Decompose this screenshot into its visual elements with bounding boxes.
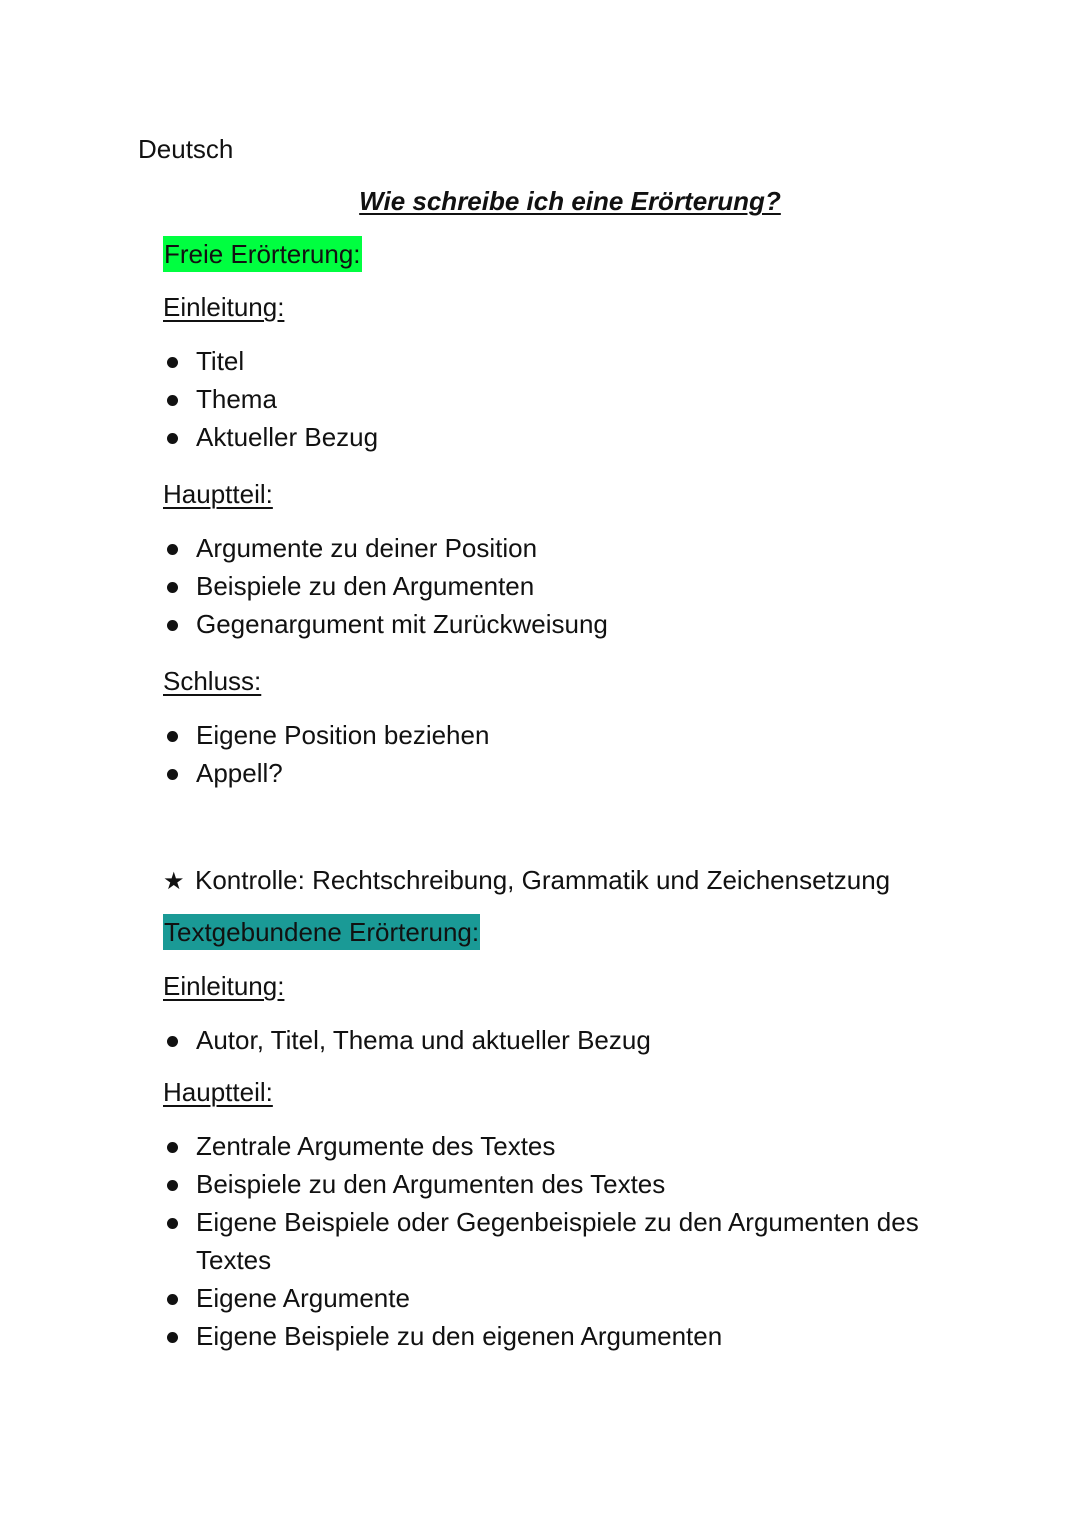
list-item: Beispiele zu den Argumenten <box>163 567 1003 605</box>
subject-label: Deutsch <box>138 134 234 164</box>
bullet-icon <box>167 1036 178 1047</box>
list-item: Titel <box>163 342 1003 380</box>
list-item: Beispiele zu den Argumenten des Textes <box>163 1165 1003 1203</box>
bullet-icon <box>167 769 178 780</box>
bullet-icon <box>167 731 178 742</box>
list-item: Appell? <box>163 754 1003 792</box>
list-item: Aktueller Bezug <box>163 418 1003 456</box>
list-item: Eigene Beispiele oder Gegenbeispiele zu den Argumenten des Textes <box>163 1203 1003 1279</box>
bullet-icon <box>167 1218 178 1229</box>
textbound-intro-heading: Einleitung: <box>163 971 285 1001</box>
list-item: Eigene Beispiele zu den eigenen Argumenten <box>163 1317 1003 1355</box>
bullet-icon <box>167 1294 178 1305</box>
textbound-intro-list-block <box>163 1021 1003 1059</box>
star-icon: ★ <box>163 868 185 895</box>
bullet-icon <box>167 1180 178 1191</box>
free-intro-list <box>163 342 1003 456</box>
free-main-heading: Hauptteil: <box>163 479 273 509</box>
textbound-main-section <box>163 1075 1003 1109</box>
free-intro-section <box>163 290 1003 324</box>
control-note-text: Kontrolle: Rechtschreibung, Grammatik und Zeichensetzung <box>195 865 891 895</box>
free-main-list <box>163 529 1003 643</box>
list-item: Argumente zu deiner Position <box>163 529 1003 567</box>
textbound-heading: Textgebundene Erörterung: <box>163 914 480 950</box>
list-item: Eigene Position beziehen <box>163 716 1003 754</box>
bullet-icon <box>167 620 178 631</box>
free-main-section <box>163 477 1003 511</box>
bullet-icon <box>167 544 178 555</box>
textbound-heading-block <box>163 914 1003 950</box>
free-heading: Freie Erörterung: <box>163 236 362 272</box>
list-item: Eigene Argumente <box>163 1279 1003 1317</box>
bullet-icon <box>167 1142 178 1153</box>
bullet-icon <box>167 357 178 368</box>
textbound-intro-section <box>163 969 1003 1003</box>
textbound-main-list <box>163 1127 1003 1355</box>
free-conclusion-heading: Schluss: <box>163 666 262 696</box>
bullet-icon <box>167 395 178 406</box>
free-conclusion-section <box>163 664 1003 698</box>
free-conclusion-list <box>163 716 1003 792</box>
free-main-list-block <box>163 529 1003 643</box>
textbound-main-heading: Hauptteil: <box>163 1077 273 1107</box>
free-heading-block <box>163 236 1003 272</box>
list-item: Thema <box>163 380 1003 418</box>
bullet-icon <box>167 582 178 593</box>
bullet-icon <box>167 1332 178 1343</box>
list-item: Zentrale Argumente des Textes <box>163 1127 1003 1165</box>
bullet-icon <box>167 433 178 444</box>
page-title: Wie schreibe ich eine Erörterung? <box>359 186 781 216</box>
list-item: Autor, Titel, Thema und aktueller Bezug <box>163 1021 1003 1059</box>
textbound-intro-list <box>163 1021 1003 1059</box>
free-intro-heading: Einleitung: <box>163 292 285 322</box>
list-item: Gegenargument mit Zurückweisung <box>163 605 1003 643</box>
free-intro-list-block <box>163 342 1003 456</box>
control-note <box>163 862 890 900</box>
textbound-main-list-block <box>163 1127 1003 1355</box>
free-conclusion-list-block <box>163 716 1003 792</box>
